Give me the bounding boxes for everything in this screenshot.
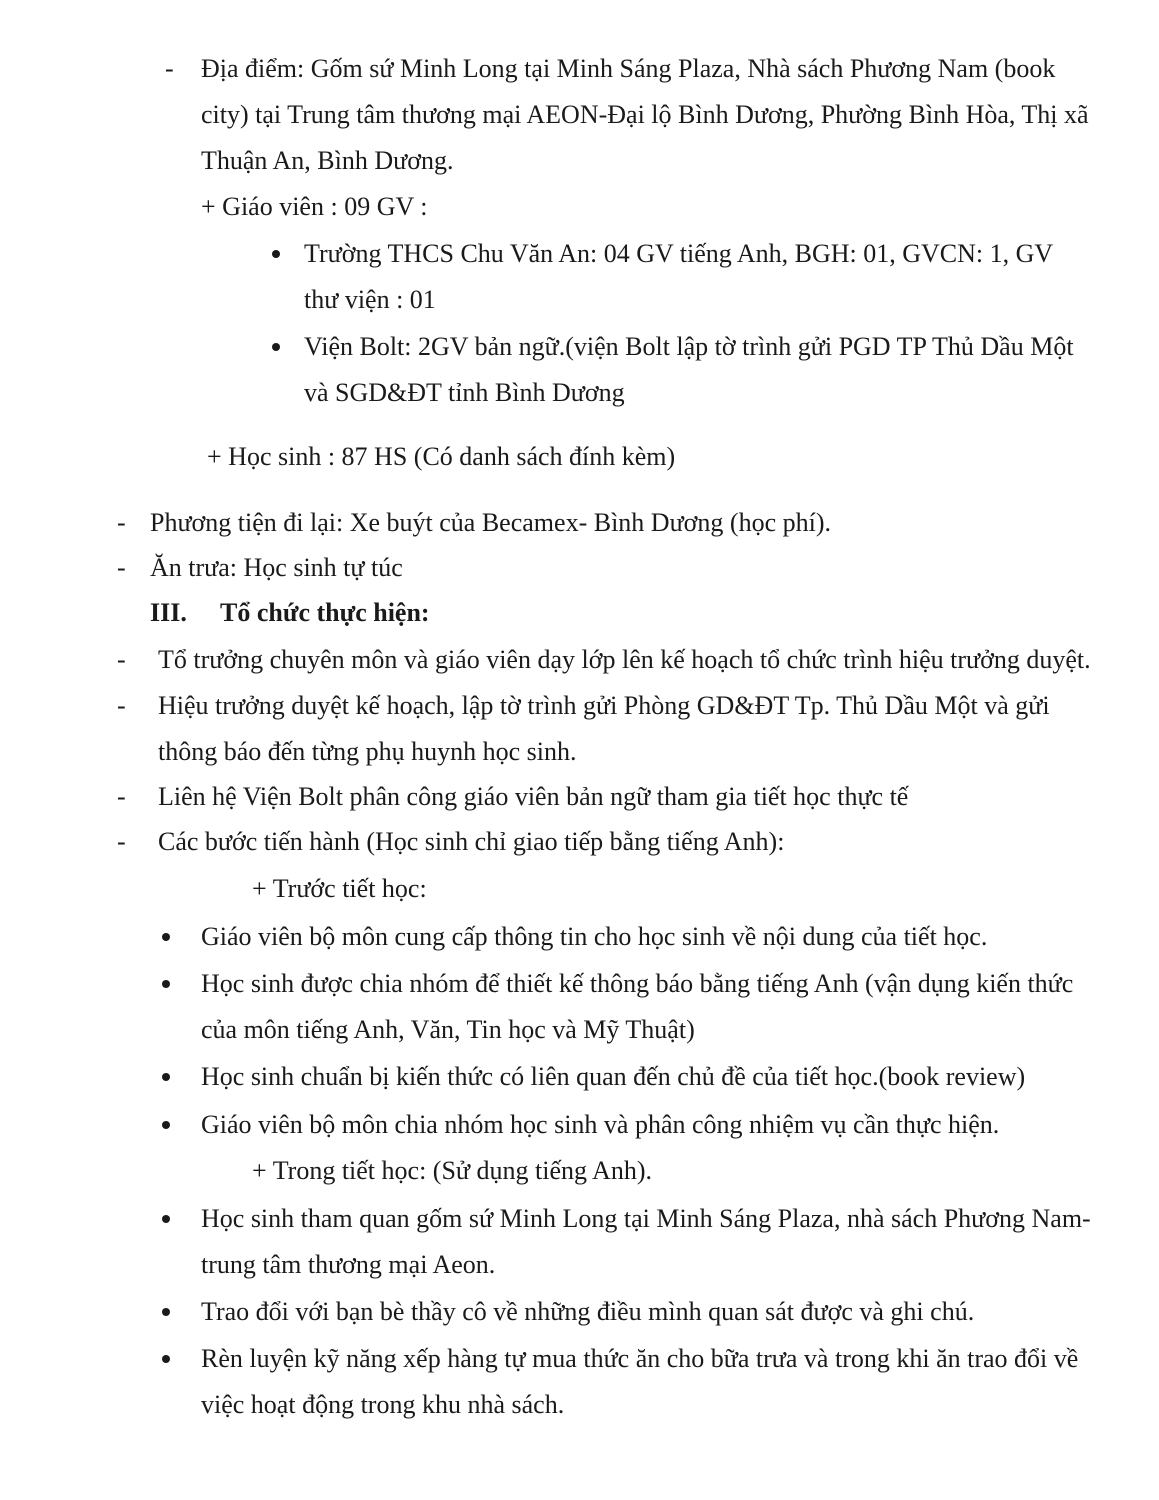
students-line: + Học sinh : 87 HS (Có danh sách đính kèm) [207, 442, 676, 471]
step-line: Hiệu trưởng duyệt kế hoạch, lập tờ trình gửi Phòng GD&ĐT Tp. Thủ Dầu Một và gửi [158, 691, 1050, 720]
before-heading: + Trước tiết học: [252, 874, 427, 903]
list-dash: - [117, 691, 126, 720]
step-line: Các bước tiến hành (Học sinh chỉ giao tiếp bằng tiếng Anh): [158, 827, 785, 856]
during-item-line: trung tâm thương mại Aeon. [201, 1250, 496, 1279]
bullet-icon [272, 343, 280, 351]
bullet-icon [272, 250, 280, 258]
during-item-line: Rèn luyện kỹ năng xếp hàng tự mua thức ăn cho bữa trưa và trong khi ăn trao đổi về [201, 1344, 1079, 1373]
list-dash: - [117, 645, 126, 674]
bullet-icon [162, 980, 170, 988]
bullet-icon [162, 1121, 170, 1129]
teachers-item-line: thư viện : 01 [304, 285, 436, 314]
transport-line: Phương tiện đi lại: Xe buýt của Becamex- Bình Dương (học phí). [150, 508, 831, 537]
step-line: thông báo đến từng phụ huynh học sinh. [158, 737, 577, 766]
list-dash: - [165, 54, 174, 83]
list-dash: - [117, 508, 126, 537]
bullet-icon [162, 1355, 170, 1363]
during-item-line: việc hoạt động trong khu nhà sách. [201, 1390, 565, 1419]
location-line: city) tại Trung tâm thương mại AEON-Đại lộ Bình Dương, Phường Bình Hòa, Thị xã [201, 100, 1089, 129]
step-line: Tổ trưởng chuyên môn và giáo viên dạy lớp lên kế hoạch tổ chức trình hiệu trưởng duyệt. [158, 645, 1091, 674]
before-item-line: của môn tiếng Anh, Văn, Tin học và Mỹ Thuật) [201, 1015, 695, 1044]
teachers-item-line: và SGD&ĐT tỉnh Bình Dương [304, 378, 625, 407]
during-item-line: Học sinh tham quan gốm sứ Minh Long tại Minh Sáng Plaza, nhà sách Phương Nam- [201, 1204, 1091, 1233]
teachers-item-line: Trường THCS Chu Văn An: 04 GV tiếng Anh, BGH: 01, GVCN: 1, GV [304, 239, 1054, 268]
section-title: Tổ chức thực hiện: [220, 598, 430, 627]
before-item-line: Giáo viên bộ môn chia nhóm học sinh và phân công nhiệm vụ cần thực hiện. [201, 1110, 1000, 1139]
before-item-line: Học sinh được chia nhóm để thiết kế thông báo bằng tiếng Anh (vận dụng kiến thức [201, 969, 1074, 998]
teachers-item-line: Viện Bolt: 2GV bản ngữ.(viện Bolt lập tờ trình gửi PGD TP Thủ Dầu Một [304, 332, 1074, 361]
during-heading: + Trong tiết học: (Sử dụng tiếng Anh). [252, 1156, 652, 1185]
bullet-icon [162, 1308, 170, 1316]
bullet-icon [162, 1215, 170, 1223]
bullet-icon [162, 933, 170, 941]
section-number: III. [150, 598, 187, 627]
location-line: Địa điểm: Gốm sứ Minh Long tại Minh Sáng Plaza, Nhà sách Phương Nam (book [201, 54, 1056, 83]
list-dash: - [117, 553, 126, 582]
location-line: Thuận An, Bình Dương. [201, 146, 454, 175]
before-item-line: Học sinh chuẩn bị kiến thức có liên quan đến chủ đề của tiết học.(book review) [201, 1062, 1026, 1091]
list-dash: - [117, 782, 126, 811]
bullet-icon [162, 1073, 170, 1081]
list-dash: - [117, 827, 126, 856]
step-line: Liên hệ Viện Bolt phân công giáo viên bản ngữ tham gia tiết học thực tế [158, 782, 909, 811]
before-item-line: Giáo viên bộ môn cung cấp thông tin cho học sinh về nội dung của tiết học. [201, 922, 988, 951]
lunch-line: Ăn trưa: Học sinh tự túc [150, 553, 403, 582]
during-item-line: Trao đổi với bạn bè thầy cô về những điều mình quan sát được và ghi chú. [201, 1297, 975, 1326]
teachers-heading: + Giáo viên : 09 GV : [201, 192, 428, 221]
